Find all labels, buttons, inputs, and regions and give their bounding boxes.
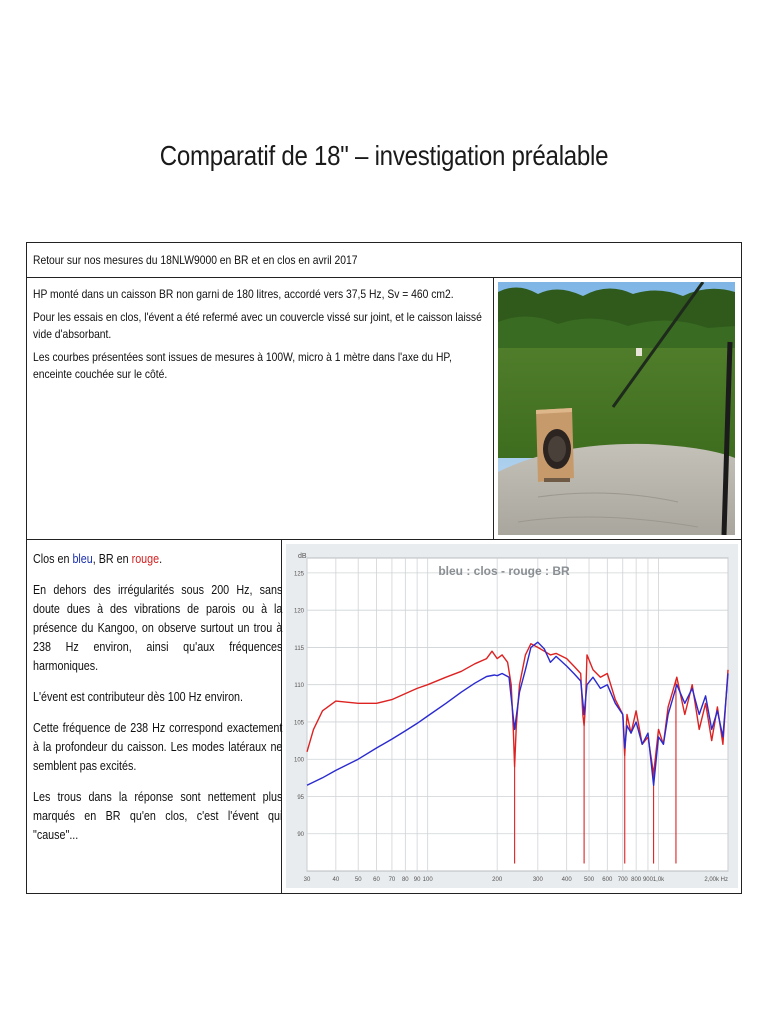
x-tick-label: 300 xyxy=(532,877,543,883)
analysis-paragraph: Cette fréquence de 238 Hz correspond exactement à la profondeur du caisson. Les modes latéraux ne semblent pas excités. xyxy=(33,721,283,773)
y-tick-label: 115 xyxy=(294,645,304,652)
chart-svg xyxy=(286,544,738,888)
x-tick-label: 60 xyxy=(373,877,380,883)
x-tick-label: 500 xyxy=(584,877,595,883)
x-tick-label: 80 xyxy=(401,877,409,883)
setup-paragraph: Pour les essais en clos, l'évent a été refermé avec un couvercle vissé sur joint, et le caisson laissé vide d'absorbant. xyxy=(33,310,482,341)
setup-text xyxy=(33,286,489,389)
x-tick-label: 400 xyxy=(561,877,572,883)
legend-line xyxy=(33,550,282,569)
x-tick-label: 800 xyxy=(631,877,642,883)
setup-paragraph: Les courbes présentées sont issues de mesures à 100W, micro à 1 mètre dans l'axe du HP, enceinte couchée sur le côté. xyxy=(33,350,452,381)
x-tick-label: 50 xyxy=(354,877,362,883)
y-tick-label: 120 xyxy=(293,608,304,615)
x-tick-label: 200 xyxy=(492,877,503,883)
y-tick-label: 100 xyxy=(293,757,304,764)
legend-text: . xyxy=(159,552,163,566)
x-tick-label: 600 xyxy=(602,877,613,883)
x-tick-label: 40 xyxy=(332,877,340,883)
y-tick-label: 95 xyxy=(297,794,304,801)
analysis-cell xyxy=(27,540,282,893)
y-axis-label: dB xyxy=(298,553,307,560)
page-title: Comparatif de 18" – investigation préalable xyxy=(159,140,609,171)
setup-paragraph: HP monté dans un caisson BR non garni de 180 litres, accordé vers 37,5 Hz, Sv = 460 cm2. xyxy=(33,287,454,301)
setup-cell xyxy=(27,278,494,539)
x-tick-label: 700 xyxy=(617,877,628,883)
setup-row xyxy=(27,278,741,540)
content-table xyxy=(26,242,742,894)
analysis-text xyxy=(33,550,282,857)
legend-text: , BR en xyxy=(92,552,132,566)
y-tick-label: 125 xyxy=(293,571,304,578)
analysis-paragraph: En dehors des irrégularités sous 200 Hz, sans doute dues à des vibrations de parois ou à la présence du Kangoo, on observe surtout un trou à 238 Hz environ, ainsi qu'aux fréquences harmoniques. xyxy=(33,583,283,673)
legend-text: Clos en xyxy=(33,552,73,566)
y-tick-label: 110 xyxy=(294,683,304,690)
enclosure-photo xyxy=(498,282,735,535)
x-tick-label: 30 xyxy=(303,877,311,883)
table-header-row xyxy=(27,243,741,278)
x-tick-label: 1,0k xyxy=(652,877,665,883)
outdoor-measurement-photo xyxy=(498,282,735,535)
table-header-text: Retour sur nos mesures du 18NLW9000 en BR et en clos en avril 2017 xyxy=(33,253,358,267)
y-tick-label: 105 xyxy=(293,720,304,727)
x-tick-label: 90 xyxy=(413,877,421,883)
x-tick-label: 70 xyxy=(388,877,396,883)
x-tick-label: 2,00k Hz xyxy=(704,877,728,883)
x-tick-label: 900 xyxy=(642,877,653,883)
analysis-row xyxy=(27,540,741,893)
chart-title: bleu : clos - rouge : BR xyxy=(438,564,570,578)
analysis-paragraph: L'évent est contributeur dès 100 Hz environ. xyxy=(33,690,244,704)
legend-blue-word: bleu xyxy=(72,552,93,566)
y-tick-label: 90 xyxy=(297,832,304,839)
legend-red-word: rouge xyxy=(131,552,160,566)
analysis-paragraph: Les trous dans la réponse sont nettement plus marqués en BR qu'en clos, c'est l'évent qui "cause"... xyxy=(33,790,283,842)
x-tick-label: 100 xyxy=(422,877,433,883)
frequency-response-chart xyxy=(286,544,738,888)
